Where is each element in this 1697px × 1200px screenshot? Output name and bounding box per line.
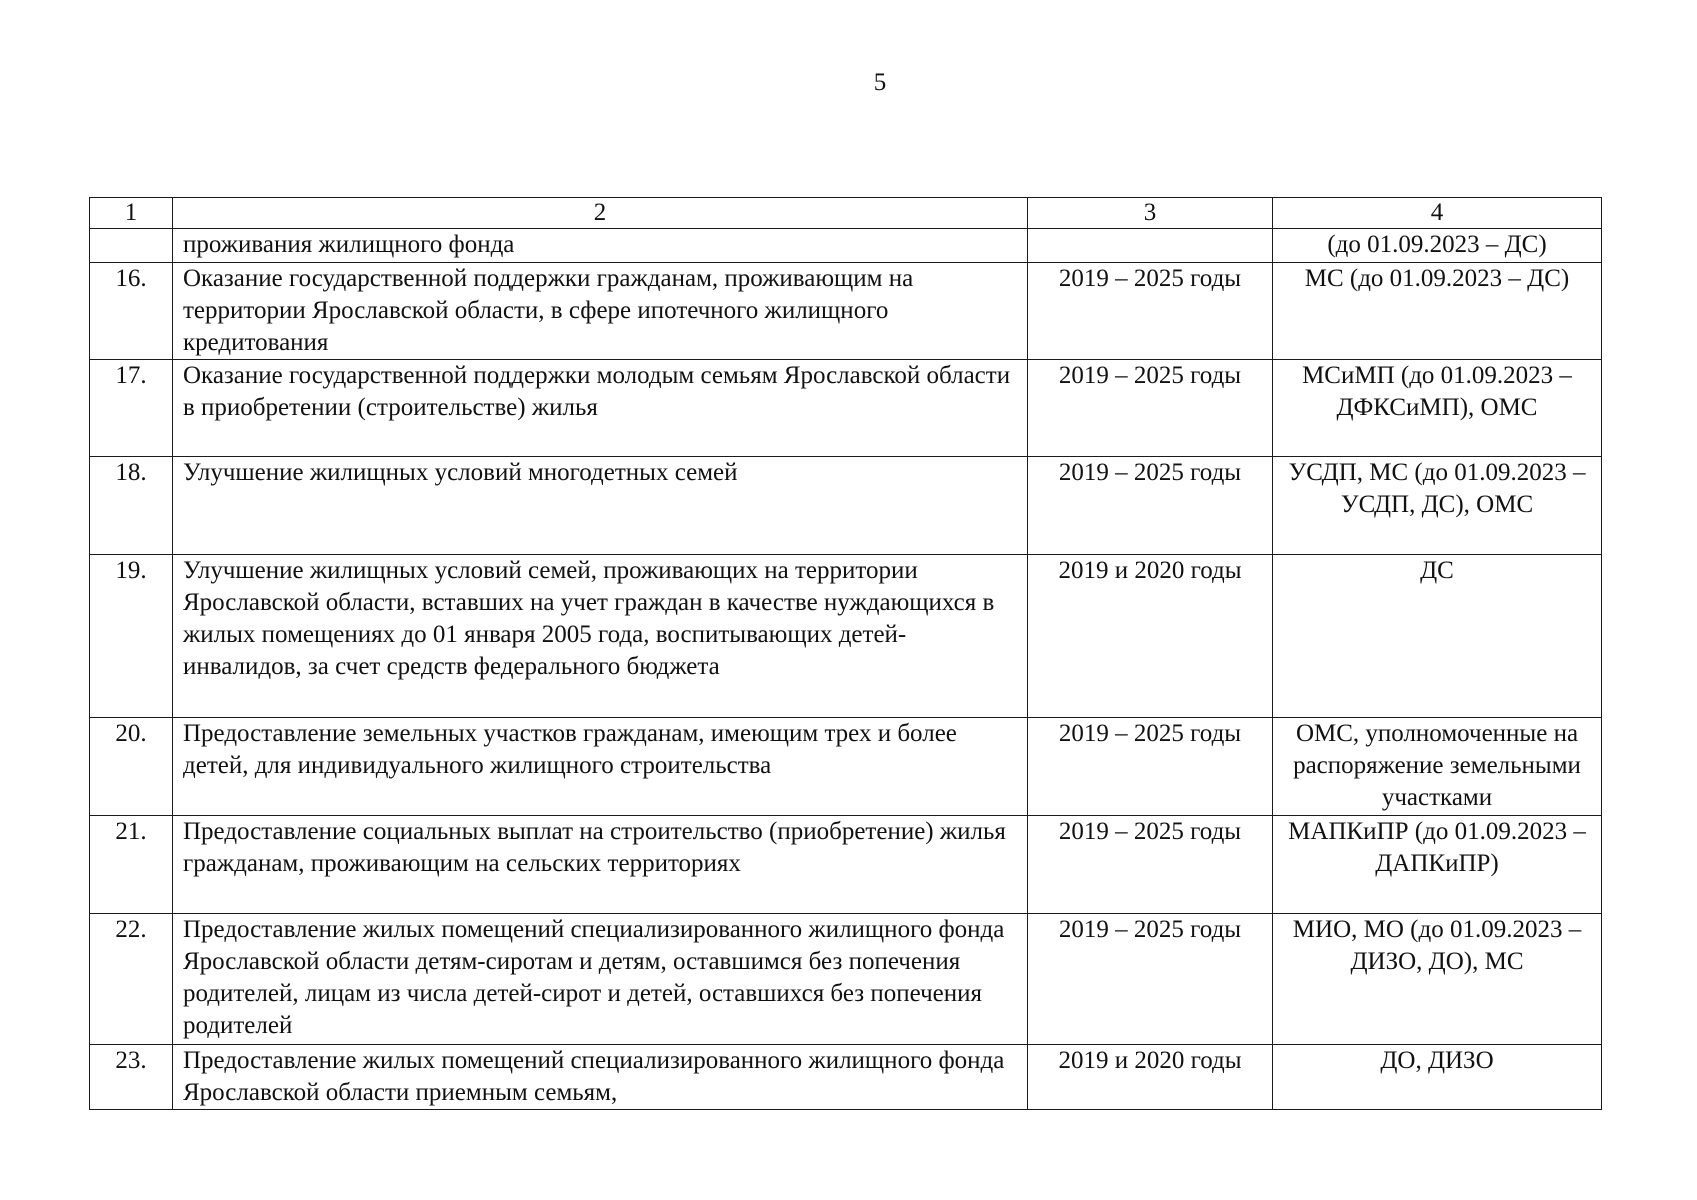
measure-executor: УСДП, МС (до 01.09.2023 – УСДП, ДС), ОМС [1273,457,1602,555]
row-number: 18. [90,457,173,555]
measure-name: проживания жилищного фонда [173,229,1028,263]
table-header-row [90,198,1602,229]
measure-executor: ДС [1273,555,1602,718]
measure-executor: МСиМП (до 01.09.2023 – ДФКСиМП), ОМС [1273,360,1602,457]
table-row [90,816,1602,914]
measure-executor: (до 01.09.2023 – ДС) [1273,229,1602,263]
table-row [90,555,1602,718]
column-header-3: 3 [1028,198,1273,229]
measure-name: Предоставление социальных выплат на строительство (приобретение) жилья гражданам, проживающим на сельских территориях [173,816,1028,914]
measure-period [1028,229,1273,263]
page-number: 5 [873,69,887,96]
measure-name: Улучшение жилищных условий многодетных семей [173,457,1028,555]
measure-executor: МИО, МО (до 01.09.2023 – ДИЗО, ДО), МС [1273,914,1602,1045]
measure-executor: МАПКиПР (до 01.09.2023 – ДАПКиПР) [1273,816,1602,914]
measure-period: 2019 и 2020 годы [1028,1045,1273,1110]
row-number: 17. [90,360,173,457]
measure-period: 2019 – 2025 годы [1028,263,1273,360]
table-row [90,229,1602,263]
measure-period: 2019 – 2025 годы [1028,914,1273,1045]
table-row [90,1045,1602,1110]
measure-executor: ОМС, уполномоченные на распоряжение земельными участками [1273,718,1602,816]
column-header-1: 1 [90,198,173,229]
row-number: 23. [90,1045,173,1110]
row-number: 16. [90,263,173,360]
measure-name: Предоставление жилых помещений специализированного жилищного фонда Ярославской области приемным семьям, [173,1045,1028,1110]
row-number: 20. [90,718,173,816]
measure-period: 2019 – 2025 годы [1028,457,1273,555]
row-number: 22. [90,914,173,1045]
measure-executor: ДО, ДИЗО [1273,1045,1602,1110]
table-row [90,718,1602,816]
table-row [90,263,1602,360]
column-header-4: 4 [1273,198,1602,229]
measure-executor: МС (до 01.09.2023 – ДС) [1273,263,1602,360]
measure-period: 2019 – 2025 годы [1028,360,1273,457]
measure-period: 2019 – 2025 годы [1028,718,1273,816]
measures-table [89,197,1602,1110]
measure-name: Улучшение жилищных условий семей, проживающих на территории Ярославской области, вставших на учет граждан в качестве нуждающихся в жилых помещениях до 01 января 2005 года, воспитывающих детей-инвалидов, за счет средств федерального бюджета [173,555,1028,718]
measure-period: 2019 – 2025 годы [1028,816,1273,914]
row-number: 21. [90,816,173,914]
row-number [90,229,173,263]
measure-name: Предоставление жилых помещений специализированного жилищного фонда Ярославской области детям-сиротам и детям, оставшимся без попечения родителей, лицам из числа детей-сирот и детей, оставшихся без попечения родителей [173,914,1028,1045]
measure-period: 2019 и 2020 годы [1028,555,1273,718]
measure-name: Оказание государственной поддержки гражданам, проживающим на территории Ярославской области, в сфере ипотечного жилищного кредитования [173,263,1028,360]
column-header-2: 2 [173,198,1028,229]
row-number: 19. [90,555,173,718]
table-row [90,457,1602,555]
measure-name: Оказание государственной поддержки молодым семьям Ярославской области в приобретении (строительстве) жилья [173,360,1028,457]
table-row [90,914,1602,1045]
table-row [90,360,1602,457]
measure-name: Предоставление земельных участков гражданам, имеющим трех и более детей, для индивидуального жилищного строительства [173,718,1028,816]
